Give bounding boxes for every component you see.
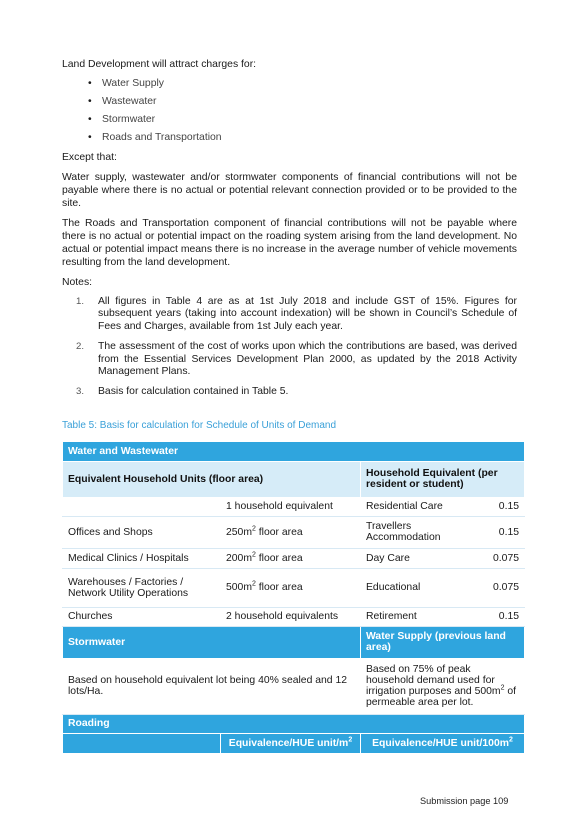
intro-text: Land Development will attract charges for: — [62, 59, 257, 70]
table-caption: Table 5: Basis for calculation for Schedule of Units of Demand — [62, 419, 337, 431]
except-label: Except that: — [62, 152, 117, 163]
roading-unit-m2-header: Equivalence/HUE unit/$m^2$ — [221, 733, 361, 753]
table-row: Warehouses / Factories / Network Utility Operations $500m^2$ floor area Educational 0.075 — [63, 568, 525, 607]
stormwater-header: Stormwater — [63, 626, 361, 658]
household-equivalent-header: Household Equivalent (per resident or student) — [361, 461, 525, 497]
water-supply-basis: Based on 75% of peak household demand used for irrigation purposes and $500m^2$ of permeable area per lot. — [361, 658, 525, 714]
note-item: 1. All figures in Table 4 are as at 1st July 2018 and include GST of 15%. Figures for subsequent years (taking into account indexation) will be shown in Council’s Schedule of Fees and Charges, available from 1st July each year. — [76, 296, 517, 332]
table-row: Medical Clinics / Hospitals $200m^2$ floor area Day Care 0.075 — [63, 548, 525, 568]
notes-list — [76, 296, 517, 399]
stormwater-basis: Based on household equivalent lot being 40% sealed and 12 lots/Ha. — [63, 658, 361, 714]
roading-blank-cell — [63, 733, 221, 753]
list-item: • Water Supply — [88, 78, 164, 89]
notes-label: Notes: — [62, 277, 93, 288]
roading-header: Roading — [63, 714, 525, 733]
list-item: • Roads and Transportation — [88, 132, 222, 143]
paragraph-water: Water supply, wastewater and/or stormwater components of financial contributions will not be payable where there is no actual or potential relevant connection provided or to be provided to the site. — [62, 172, 517, 209]
units-of-demand-table — [62, 441, 525, 754]
list-item: • Wastewater — [88, 96, 157, 107]
list-item: • Stormwater — [88, 114, 156, 125]
paragraph-roads: The Roads and Transportation component of financial contributions will not be payable where there is no actual or potential impact on the roading system arising from the land development. No actual or potential impact means there is no increase in the average number of vehicle movements resulting from the land development. — [62, 218, 517, 268]
note-item: 3. Basis for calculation contained in Table 5. — [76, 386, 289, 398]
equivalent-household-units-header: Equivalent Household Units (floor area) — [63, 461, 361, 497]
table-row: Offices and Shops $250m^2$ floor area Travellers Accommodation 0.15 — [63, 516, 525, 548]
roading-unit-100m2-header: Equivalence/HUE unit/$100m^2$ — [361, 733, 525, 753]
table-row: Churches 2 household equivalents Retirement 0.15 — [63, 607, 525, 626]
table-row — [63, 658, 525, 714]
charges-list — [88, 77, 517, 144]
page-footer: Submission page 109 — [420, 796, 509, 806]
document-page — [62, 58, 520, 754]
note-item: 2. The assessment of the cost of works upon which the contributions are based, was derived from the Essential Services Development Plan 2000, as updated by the 2018 Activity Management Plans. — [76, 341, 517, 378]
water-wastewater-header: Water and Wastewater — [63, 441, 525, 461]
water-supply-header: Water Supply (previous land area) — [361, 626, 525, 658]
table-row: 1 household equivalent Residential Care 0.15 — [63, 497, 525, 516]
